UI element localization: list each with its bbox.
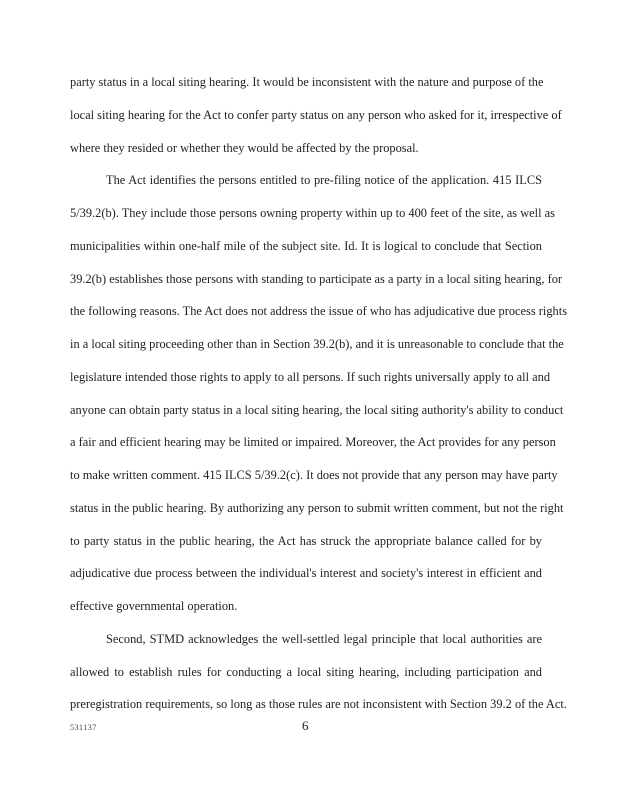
text-line: the following reasons. The Act does not address the issue of who has adjudicative due process rights (70, 304, 568, 318)
page-number: 6 (302, 718, 309, 733)
text-line: effective governmental operation. (70, 599, 238, 613)
text-line: party status in a local siting hearing. It would be inconsistent with the nature and purpose of the (70, 75, 544, 89)
text-line: allowed to establish rules for conducting a local siting hearing, including participation and (70, 665, 542, 679)
text-line: status in the public hearing. By authorizing any person to submit written comment, but not the right (70, 501, 564, 515)
text-line: to make written comment. 415 ILCS 5/39.2(c). It does not provide that any person may have party (70, 468, 558, 482)
text-line: legislature intended those rights to apply to all persons. If such rights universally apply to all and (70, 370, 551, 384)
text-line: a fair and efficient hearing may be limited or impaired. Moreover, the Act provides for any person (70, 435, 556, 449)
text-line: to party status in the public hearing, the Act has struck the appropriate balance called for by (70, 534, 542, 548)
text-line: adjudicative due process between the individual's interest and society's interest in efficient and (70, 566, 542, 580)
text-line: The Act identifies the persons entitled to pre-filing notice of the application. 415 ILCS (106, 173, 542, 187)
text-line: in a local siting proceeding other than in Section 39.2(b), and it is unreasonable to conclude that the (70, 337, 564, 351)
text-line: where they resided or whether they would be affected by the proposal. (70, 141, 419, 155)
text-line: anyone can obtain party status in a local siting hearing, the local siting authority's ability to conduct (70, 403, 564, 417)
text-line: municipalities within one-half mile of the subject site. Id. It is logical to conclude that Section (70, 239, 542, 253)
text-line: 5/39.2(b). They include those persons owning property within up to 400 feet of the site, as well as (70, 206, 555, 220)
text-line: local siting hearing for the Act to confer party status on any person who asked for it, irrespective of (70, 108, 562, 122)
document-id: 531137 (70, 723, 97, 732)
text-line: 39.2(b) establishes those persons with standing to participate as a party in a local siting hearing, for (70, 272, 563, 286)
text-line: preregistration requirements, so long as those rules are not inconsistent with Section 39.2 of the Act. (70, 697, 567, 711)
text-line: Second, STMD acknowledges the well-settled legal principle that local authorities are (106, 632, 542, 646)
